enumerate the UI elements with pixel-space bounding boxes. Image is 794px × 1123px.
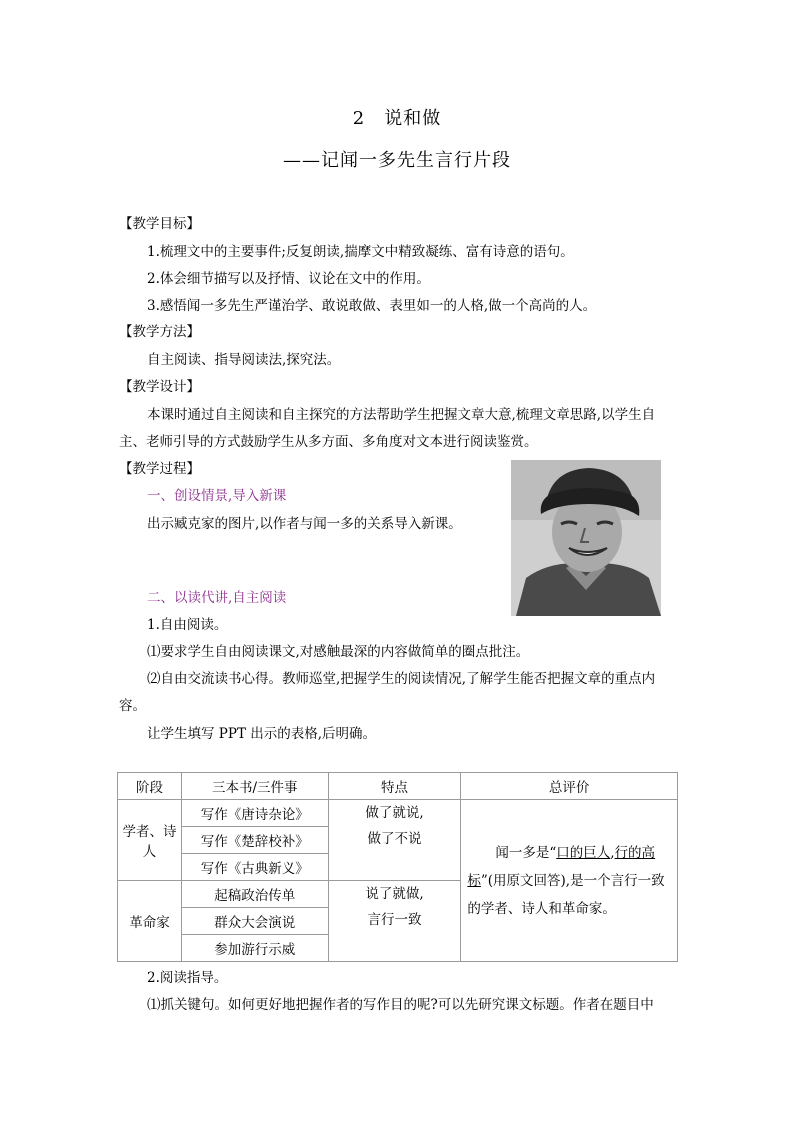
goal-item-3: 3.感悟闻一多先生严谨治学、敢说敢做、表里如一的人格,做一个高尚的人。 [147,298,597,314]
evaluation-suffix-1: ”(用原文回答),是一个言行一致 [480,872,665,889]
portrait-image [511,460,661,616]
step1-c: 让学生填写 PPT 出示的表格,后明确。 [147,726,377,742]
answer-blank-2a: 行的高 [614,844,656,861]
portrait-photo [511,460,661,616]
section1-text: 出示臧克家的图片,以作者与闻一多的关系导入新课。 [147,516,462,532]
section2-title: 二、以读代讲,自主阅读 [147,590,287,606]
goal-item-1: 1.梳理文中的主要事件;反复朗读,揣摩文中精致凝练、富有诗意的语句。 [147,244,574,260]
item-cell: 写作《古典新义》 [181,854,328,881]
goal-item-2: 2.体会细节描写以及抒情、议论在文中的作用。 [147,271,430,287]
methods-text: 自主阅读、指导阅读法,探究法。 [147,352,341,368]
table-header-cell: 阶段 [118,773,182,800]
section1-title: 一、创设情景,导入新课 [147,488,287,504]
step1-heading: 1.自由阅读。 [147,617,228,633]
stage-cell: 革命家 [118,881,182,962]
step2-a: ⑴抓关键句。如何更好地把握作者的写作目的呢?可以先研究课文标题。作者在题目中 [147,997,654,1013]
design-text-line2: 主、老师引导的方式鼓励学生从多方面、多角度对文本进行阅读鉴赏。 [119,434,538,450]
step1-a: ⑴要求学生自由阅读课文,对感触最深的内容做简单的圈点批注。 [147,644,530,660]
feature-line: 说了就做, [365,886,424,902]
answer-blank-2b: 标 [467,872,481,889]
item-cell: 写作《唐诗杂论》 [181,800,328,827]
feature-cell [328,881,461,962]
design-text-line1: 本课时通过自主阅读和自主探究的方法帮助学生把握文章大意,梳理文章思路,以学生自 [147,407,656,423]
table-header-row [118,773,678,800]
step1-b-line2: 容。 [119,698,146,714]
item-cell: 参加游行示威 [181,935,328,962]
feature-line: 做了就说, [365,805,424,821]
evaluation-cell [461,800,678,962]
design-heading: 【教学设计】 [119,379,200,395]
answer-blank-1: 口的巨人 [556,844,611,861]
evaluation-comma: , [610,844,615,861]
lesson-title: 2 说和做 [352,108,442,129]
process-heading: 【教学过程】 [119,461,200,477]
evaluation-prefix: 闻一多是“ [495,844,557,861]
table-row [118,800,678,827]
step1-b-line1: ⑵自由交流读书心得。教师巡堂,把握学生的阅读情况,了解学生能否把握文章的重点内 [147,671,656,687]
item-cell: 写作《楚辞校补》 [181,827,328,854]
goals-heading: 【教学目标】 [119,216,200,232]
lesson-subtitle: ——记闻一多先生言行片段 [283,150,511,171]
item-cell: 起稿政治传单 [181,881,328,908]
feature-cell [328,800,461,881]
feature-line: 言行一致 [367,912,422,928]
summary-table [117,772,678,962]
item-cell: 群众大会演说 [181,908,328,935]
evaluation-suffix-2: 的学者、诗人和革命家。 [467,900,616,917]
table-header-cell: 特点 [328,773,461,800]
feature-line: 做了不说 [367,831,422,847]
methods-heading: 【教学方法】 [119,324,200,340]
table-header-cell: 三本书/三件事 [181,773,328,800]
stage-cell: 学者、诗人 [118,800,182,881]
table-header-cell: 总评价 [461,773,678,800]
step2-heading: 2.阅读指导。 [147,970,228,986]
